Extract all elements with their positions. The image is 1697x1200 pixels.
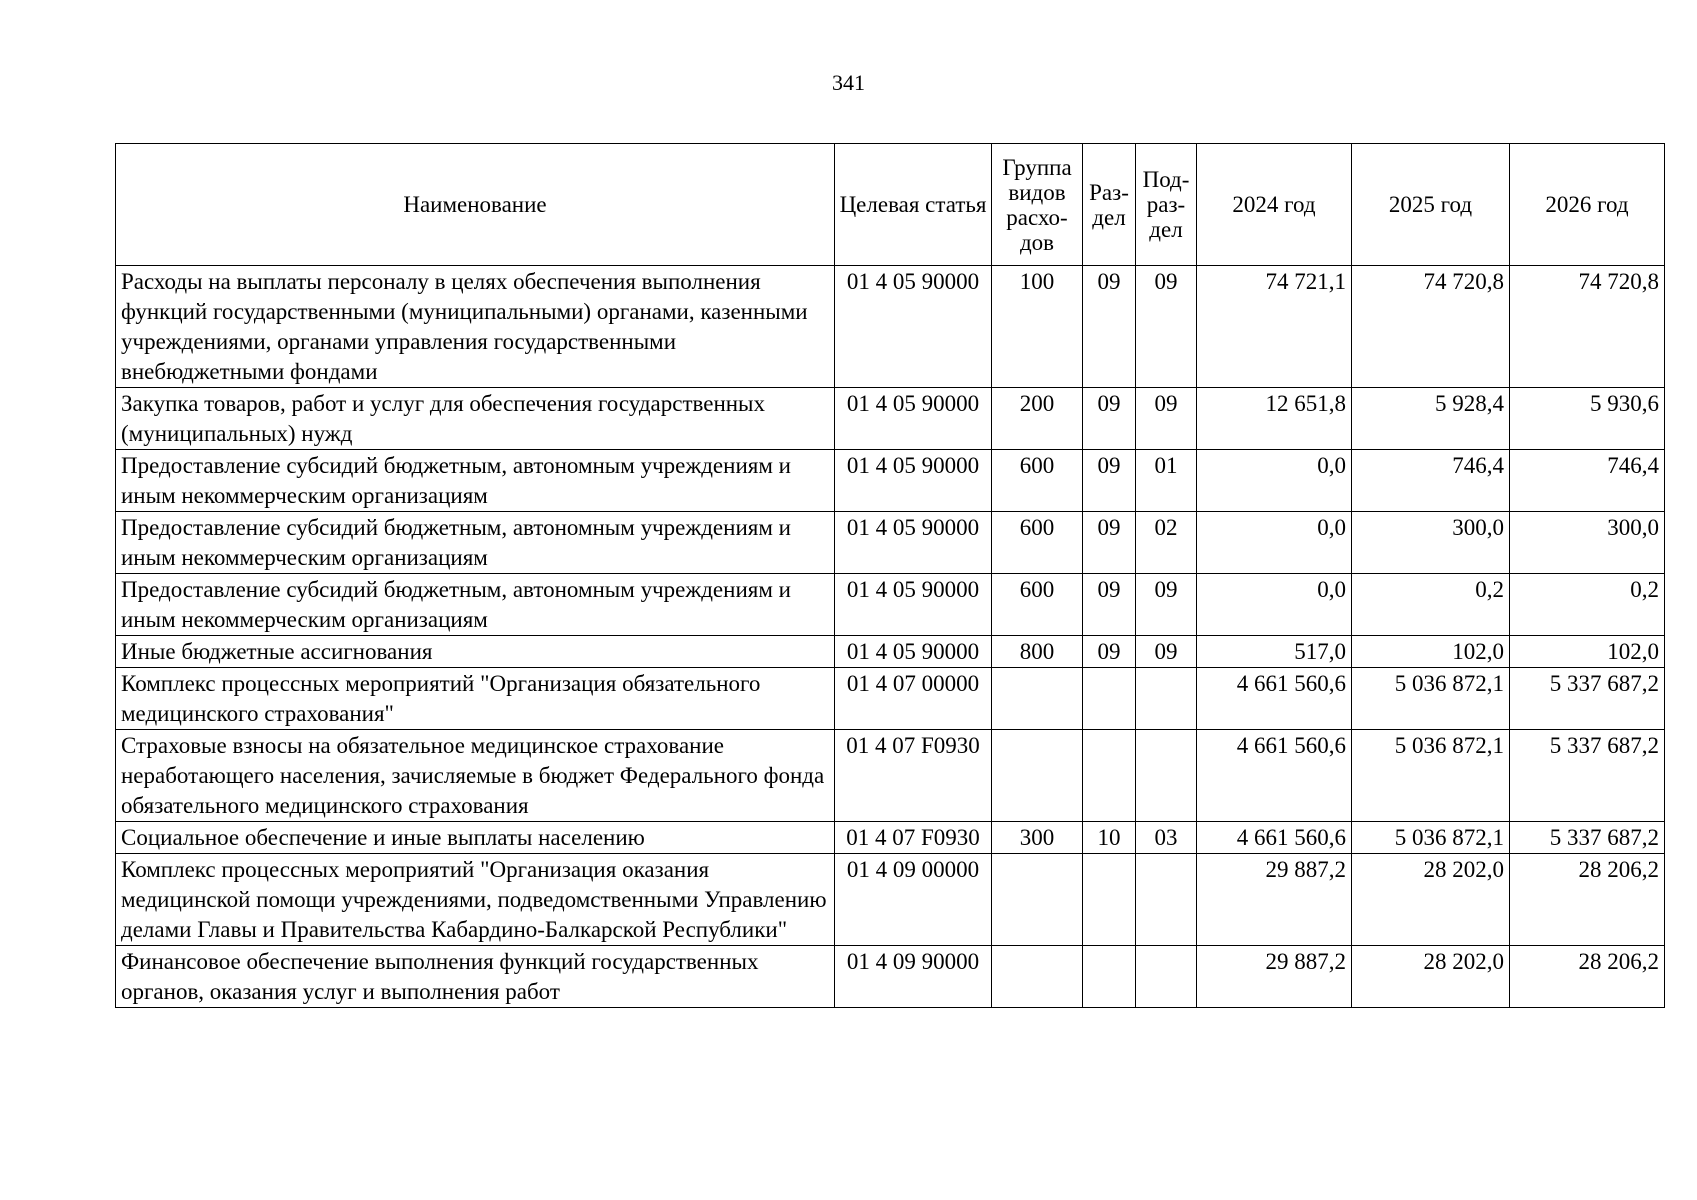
table-body <box>116 266 1665 1008</box>
cell-year-2024: 0,0 <box>1197 574 1352 636</box>
table-row <box>116 730 1665 822</box>
cell-name: Комплекс процессных мероприятий "Организация оказания медицинской помощи учреждениями, подведомственными Управлению делами Главы и Правительства Кабардино-Балкарской Республики" <box>116 854 835 946</box>
cell-subsection: 09 <box>1136 266 1197 388</box>
cell-year-2024: 4 661 560,6 <box>1197 668 1352 730</box>
cell-expense-group <box>992 946 1083 1008</box>
header-year-2026: 2026 год <box>1510 144 1665 266</box>
cell-name: Закупка товаров, работ и услуг для обеспечения государственных (муниципальных) нужд <box>116 388 835 450</box>
cell-expense-group <box>992 854 1083 946</box>
cell-section: 09 <box>1083 512 1136 574</box>
cell-year-2026: 5 337 687,2 <box>1510 730 1665 822</box>
cell-subsection <box>1136 668 1197 730</box>
cell-subsection <box>1136 854 1197 946</box>
cell-year-2025: 5 036 872,1 <box>1352 730 1510 822</box>
cell-name: Иные бюджетные ассигнования <box>116 636 835 668</box>
cell-subsection <box>1136 946 1197 1008</box>
table-row <box>116 822 1665 854</box>
cell-subsection <box>1136 730 1197 822</box>
cell-year-2024: 12 651,8 <box>1197 388 1352 450</box>
cell-expense-group: 800 <box>992 636 1083 668</box>
cell-section <box>1083 854 1136 946</box>
header-year-2024: 2024 год <box>1197 144 1352 266</box>
cell-expense-group: 300 <box>992 822 1083 854</box>
cell-subsection: 02 <box>1136 512 1197 574</box>
cell-year-2025: 0,2 <box>1352 574 1510 636</box>
cell-year-2026: 5 930,6 <box>1510 388 1665 450</box>
cell-section: 09 <box>1083 388 1136 450</box>
cell-year-2026: 300,0 <box>1510 512 1665 574</box>
cell-year-2024: 0,0 <box>1197 450 1352 512</box>
cell-expense-group: 100 <box>992 266 1083 388</box>
cell-target-article: 01 4 05 90000 <box>835 574 992 636</box>
cell-year-2025: 5 036 872,1 <box>1352 668 1510 730</box>
cell-year-2025: 5 036 872,1 <box>1352 822 1510 854</box>
header-row <box>116 144 1665 266</box>
cell-name: Финансовое обеспечение выполнения функций государственных органов, оказания услуг и выполнения работ <box>116 946 835 1008</box>
cell-section: 09 <box>1083 574 1136 636</box>
cell-year-2026: 28 206,2 <box>1510 946 1665 1008</box>
table-row <box>116 946 1665 1008</box>
cell-name: Комплекс процессных мероприятий "Организация обязательного медицинского страхования" <box>116 668 835 730</box>
header-name: Наименование <box>116 144 835 266</box>
cell-subsection: 09 <box>1136 574 1197 636</box>
cell-year-2026: 74 720,8 <box>1510 266 1665 388</box>
cell-name: Расходы на выплаты персоналу в целях обеспечения выполнения функций государственными (муниципальными) органами, казенными учреждениями, органами управления государственными внебюджетными фондами <box>116 266 835 388</box>
cell-year-2026: 0,2 <box>1510 574 1665 636</box>
cell-target-article: 01 4 09 00000 <box>835 854 992 946</box>
cell-year-2025: 28 202,0 <box>1352 946 1510 1008</box>
cell-year-2025: 746,4 <box>1352 450 1510 512</box>
cell-year-2024: 29 887,2 <box>1197 946 1352 1008</box>
cell-year-2025: 74 720,8 <box>1352 266 1510 388</box>
cell-name: Социальное обеспечение и иные выплаты населению <box>116 822 835 854</box>
cell-section: 09 <box>1083 266 1136 388</box>
cell-section <box>1083 668 1136 730</box>
cell-year-2024: 0,0 <box>1197 512 1352 574</box>
cell-section: 10 <box>1083 822 1136 854</box>
cell-year-2026: 5 337 687,2 <box>1510 822 1665 854</box>
table-row <box>116 266 1665 388</box>
cell-year-2024: 74 721,1 <box>1197 266 1352 388</box>
cell-subsection: 09 <box>1136 636 1197 668</box>
cell-name: Предоставление субсидий бюджетным, автономным учреждениям и иным некоммерческим организациям <box>116 512 835 574</box>
cell-target-article: 01 4 05 90000 <box>835 636 992 668</box>
header-year-2025: 2025 год <box>1352 144 1510 266</box>
cell-section: 09 <box>1083 636 1136 668</box>
cell-year-2024: 4 661 560,6 <box>1197 822 1352 854</box>
cell-section <box>1083 946 1136 1008</box>
cell-target-article: 01 4 05 90000 <box>835 266 992 388</box>
cell-year-2026: 102,0 <box>1510 636 1665 668</box>
budget-table <box>115 143 1665 1008</box>
cell-target-article: 01 4 07 F0930 <box>835 822 992 854</box>
cell-subsection: 03 <box>1136 822 1197 854</box>
table-row <box>116 668 1665 730</box>
table-row <box>116 450 1665 512</box>
cell-year-2024: 29 887,2 <box>1197 854 1352 946</box>
header-expense-group: Группа видов расхо-дов <box>992 144 1083 266</box>
table-row <box>116 636 1665 668</box>
table-row <box>116 512 1665 574</box>
cell-year-2024: 4 661 560,6 <box>1197 730 1352 822</box>
cell-name: Предоставление субсидий бюджетным, автономным учреждениям и иным некоммерческим организациям <box>116 574 835 636</box>
cell-target-article: 01 4 07 F0930 <box>835 730 992 822</box>
cell-year-2025: 28 202,0 <box>1352 854 1510 946</box>
header-subsection: Под-раз-дел <box>1136 144 1197 266</box>
cell-expense-group <box>992 668 1083 730</box>
cell-target-article: 01 4 05 90000 <box>835 388 992 450</box>
header-section: Раз-дел <box>1083 144 1136 266</box>
table-row <box>116 574 1665 636</box>
cell-expense-group: 600 <box>992 512 1083 574</box>
cell-year-2025: 102,0 <box>1352 636 1510 668</box>
cell-target-article: 01 4 09 90000 <box>835 946 992 1008</box>
cell-target-article: 01 4 07 00000 <box>835 668 992 730</box>
table-row <box>116 854 1665 946</box>
cell-year-2026: 5 337 687,2 <box>1510 668 1665 730</box>
cell-year-2024: 517,0 <box>1197 636 1352 668</box>
cell-expense-group: 600 <box>992 574 1083 636</box>
cell-year-2026: 28 206,2 <box>1510 854 1665 946</box>
cell-year-2026: 746,4 <box>1510 450 1665 512</box>
table-row <box>116 388 1665 450</box>
cell-name: Страховые взносы на обязательное медицинское страхование неработающего населения, зачисляемые в бюджет Федерального фонда обязательного медицинского страхования <box>116 730 835 822</box>
cell-subsection: 01 <box>1136 450 1197 512</box>
cell-expense-group: 200 <box>992 388 1083 450</box>
cell-target-article: 01 4 05 90000 <box>835 512 992 574</box>
cell-expense-group <box>992 730 1083 822</box>
cell-section <box>1083 730 1136 822</box>
header-target-article: Целевая статья <box>835 144 992 266</box>
cell-name: Предоставление субсидий бюджетным, автономным учреждениям и иным некоммерческим организациям <box>116 450 835 512</box>
cell-year-2025: 5 928,4 <box>1352 388 1510 450</box>
page-number: 341 <box>832 70 865 95</box>
cell-expense-group: 600 <box>992 450 1083 512</box>
cell-target-article: 01 4 05 90000 <box>835 450 992 512</box>
cell-section: 09 <box>1083 450 1136 512</box>
cell-year-2025: 300,0 <box>1352 512 1510 574</box>
cell-subsection: 09 <box>1136 388 1197 450</box>
